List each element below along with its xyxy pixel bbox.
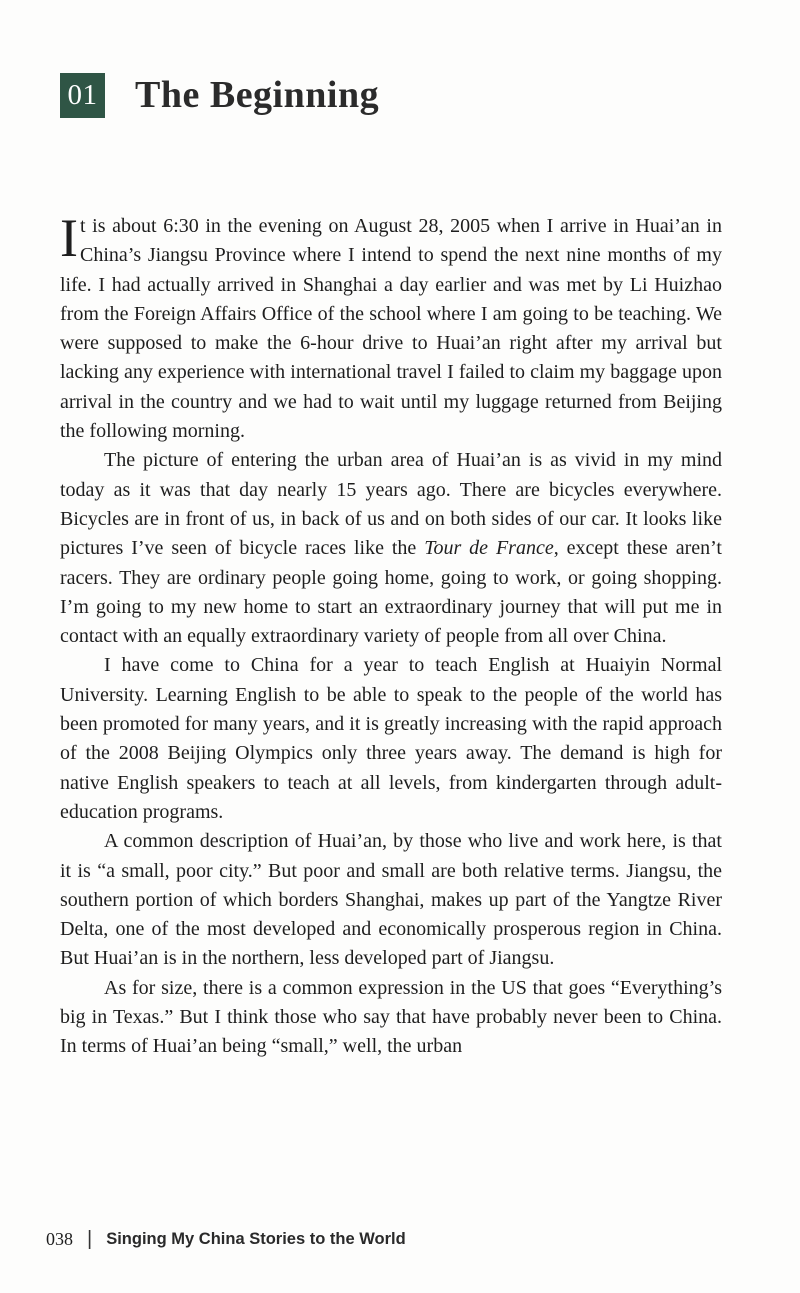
chapter-header — [60, 72, 379, 118]
paragraph-2-text-after: , except these aren’t racers. They are ordinary people going home, going to work, or going shopping. I’m going to my new home to start an extraordinary journey that will put me in contact with an equally extraordinary variety of people from all over China. — [60, 537, 722, 648]
paragraph-2-text-before: The picture of entering the urban area of Huai’an is as vivid in my mind today as it was that day nearly 15 years ago. There are bicycles everywhere. Bicycles are in front of us, in back of us and on both sides of our car. It looks like pictures I’ve seen of bicycle races like the — [60, 449, 722, 560]
body-text — [60, 208, 722, 1062]
paragraph-3: I have come to China for a year to teach English at Huaiyin Normal University. Learning English to be able to speak to the people of the world has been promoted for many years, and it is greatly increasing with the rapid approach of the 2008 Beijing Olympics only three years away. The demand is high for native English speakers to teach at all levels, from kindergarten through adult-education programs. — [60, 654, 722, 823]
paragraph-2 — [60, 446, 722, 651]
page-number: 038 — [46, 1229, 73, 1249]
paragraph-1 — [60, 208, 722, 446]
paragraph-5: As for size, there is a common expression in the US that goes “Everything’s big in Texas.” But I think those who say that have probably never been to China. In terms of Huai’an being “small,” well, the urban — [60, 976, 722, 1058]
page-footer — [46, 1228, 406, 1251]
paragraph-4: A common description of Huai’an, by those who live and work here, is that it is “a small, poor city.” But poor and small are both relative terms. Jiangsu, the southern portion of which borders Shanghai, makes up part of the Yangtze River Delta, one of the most developed and economically prosperous region in China. But Huai’an is in the northern, less developed part of Jiangsu. — [60, 830, 722, 970]
paragraph-1-text: t is about 6:30 in the evening on August 28, 2005 when I arrive in Huai’an in China’s Jiangsu Province where I intend to spend the next nine months of my life. I had actually arrived in Shanghai a day earlier and was met by Li Huizhao from the Foreign Affairs Office of the school where I am going to be teaching. We were supposed to make the 6-hour drive to Huai’an right after my arrival but lacking any experience with international travel I failed to claim my baggage upon arrival in the country and we had to wait until my luggage returned from Beijing the following morning. — [60, 215, 722, 443]
chapter-number-badge: 01 — [60, 73, 105, 118]
drop-cap: I — [60, 208, 78, 268]
footer-separator: | — [87, 1228, 93, 1250]
paragraph-2-italic-title: Tour de France — [424, 537, 554, 560]
chapter-title: The Beginning — [135, 74, 380, 116]
book-title: Singing My China Stories to the World — [106, 1230, 406, 1248]
